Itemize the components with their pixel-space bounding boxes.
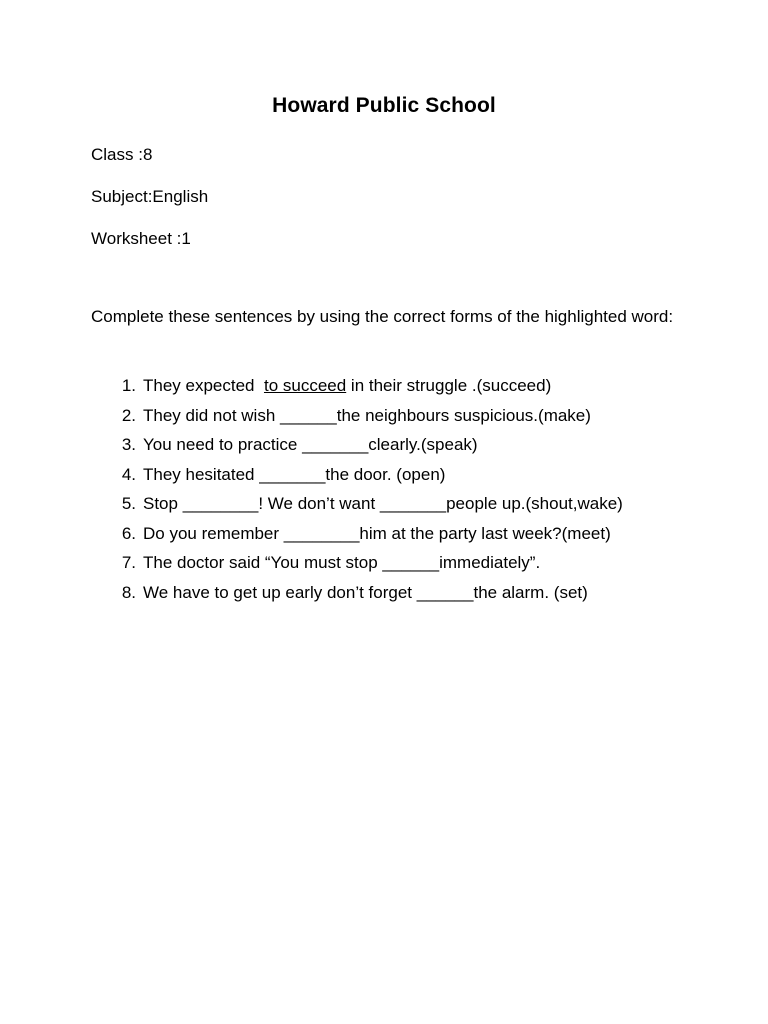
question-item [91,401,731,431]
question-item [91,460,731,490]
question-item [91,548,731,578]
question-text: Do you remember ________him at the party last week?(meet) [143,523,611,543]
question-text: The doctor said “You must stop ______immediately”. [143,553,541,572]
question-text: We have to get up early don’t forget ______the alarm. (set) [143,582,588,602]
question-item [91,430,731,460]
question-number: 4. [121,464,136,484]
question-item [91,578,731,608]
question-item [91,371,731,401]
school-title: Howard Public School [272,94,496,117]
question-list [91,371,731,607]
question-text [136,371,551,401]
question-text-before: They expected [143,376,264,395]
question-text-after: in their struggle .(succeed) [346,376,552,395]
class-label: Class :8 [91,145,153,164]
subject-label: Subject:English [91,187,209,206]
question-number: 7. [121,553,136,572]
example-answer: to succeed [263,376,347,395]
question-text: Stop ________! We don’t want _______people up.(shout,wake) [143,494,623,513]
question-number: 2. [121,405,136,425]
question-item [91,519,731,549]
worksheet-label: Worksheet :1 [91,229,191,248]
question-number: 6. [121,523,136,543]
question-number: 5. [121,494,136,513]
question-number: 3. [121,435,136,454]
question-text: You need to practice _______clearly.(speak) [143,435,478,454]
question-text: They hesitated _______the door. (open) [143,464,446,484]
question-item [91,489,731,519]
question-number: 1. [121,376,136,395]
instruction-text: Complete these sentences by using the correct forms of the highlighted word: [91,307,674,326]
question-number: 8. [121,582,136,602]
question-text: They did not wish ______the neighbours suspicious.(make) [143,405,591,425]
